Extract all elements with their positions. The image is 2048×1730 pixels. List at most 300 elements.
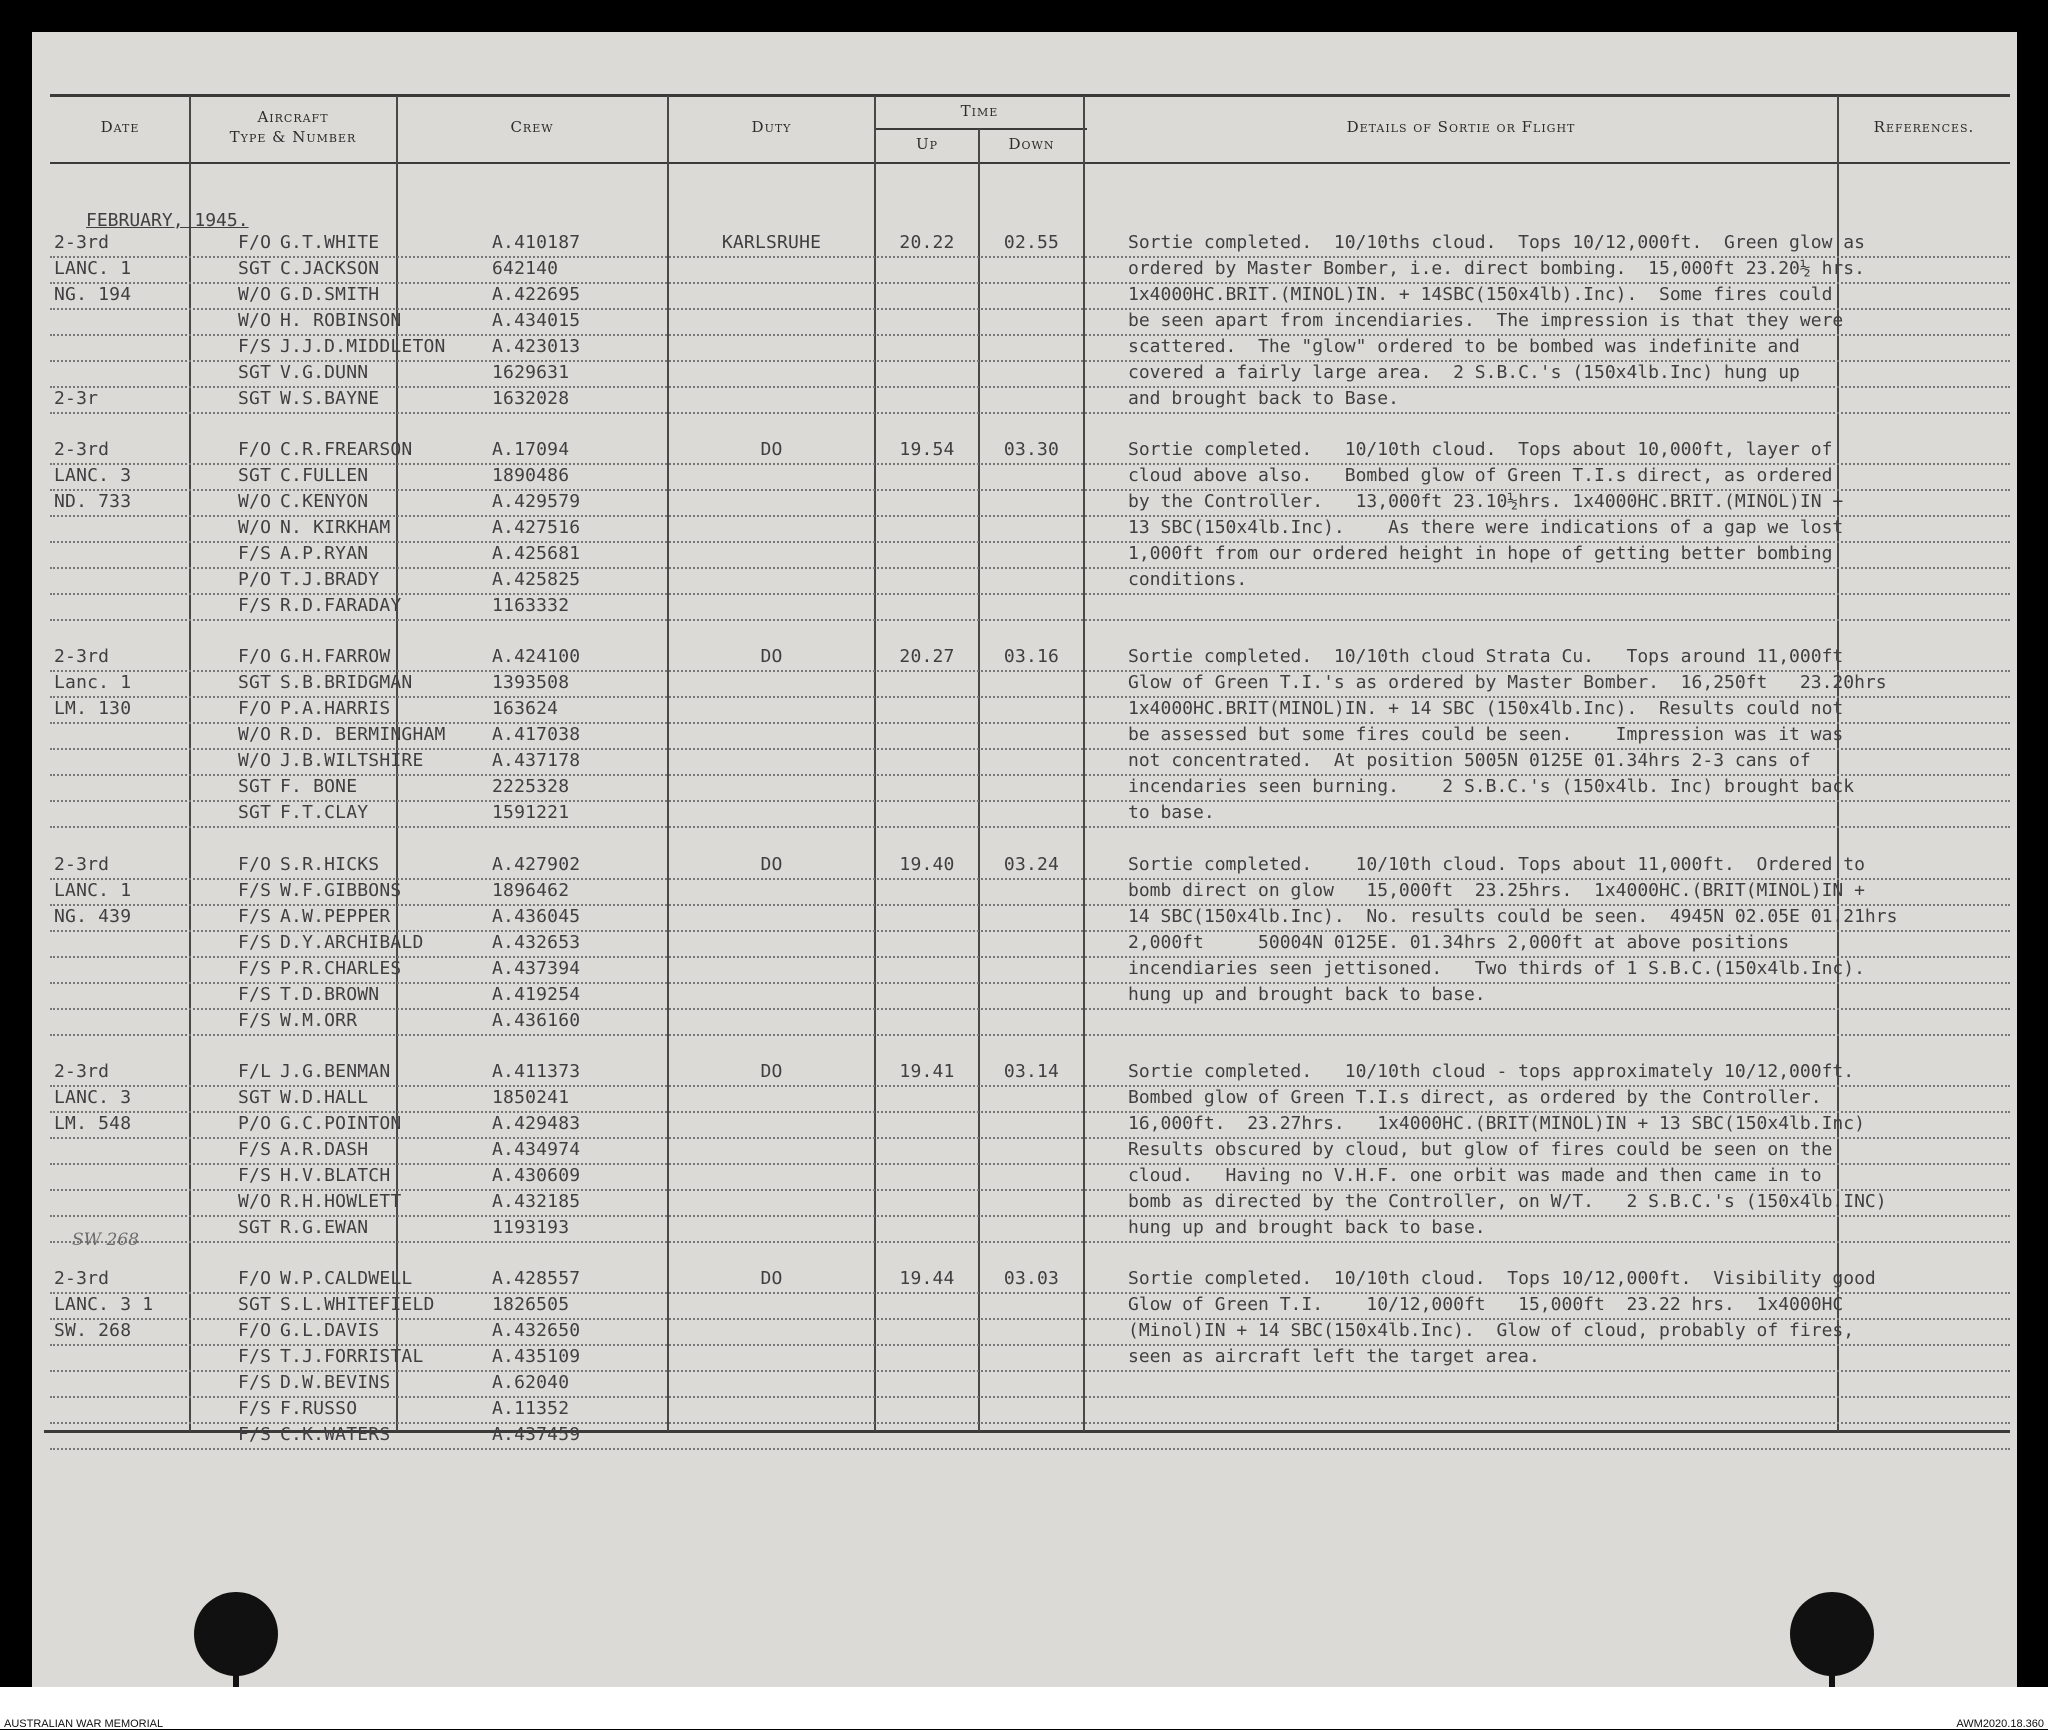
details-line: 16,000ft. 23.27hrs. 1x4000HC.(BRIT(MINOL)IN + 13 SBC(150x4lb.Inc) [1128,1113,1865,1134]
crew-member [238,800,798,826]
details-line: Sortie completed. 10/10th cloud Strata Cu. Tops around 11,000ft [1128,646,1844,667]
footer-institution: AUSTRALIAN WAR MEMORIAL [4,1718,164,1730]
crew-service-number: A.423013 [492,336,581,357]
crew-member [238,852,798,878]
crew-rank: F/S [238,336,272,357]
crew-rank: F/O [238,439,272,460]
crew-member [238,1163,798,1189]
dotted-rule [50,256,2010,258]
header-down: Down [1008,135,1055,153]
crew-member [238,567,798,593]
crew-rank: W/O [238,517,272,538]
top-rule [50,94,2010,97]
crew-rank: SGT [238,776,272,797]
crew-rank: F/S [238,543,272,564]
crew-name: J.G.BENMAN [280,1061,391,1082]
entry-date: 2-3rd [54,646,110,667]
dotted-rule [50,541,2010,543]
entry-time-up: 19.54 [899,439,955,460]
crew-member [238,386,798,412]
details-line: 1,000ft from our ordered height in hope of getting better bombing [1128,543,1833,564]
crew-service-number: A.432653 [492,932,581,953]
crew-name: H.V.BLATCH [280,1165,391,1186]
dotted-rule [50,1422,2010,1424]
entry-aircraft-number: SW. 268 [54,1320,132,1341]
dotted-rule [50,360,2010,362]
col-divider [189,96,191,1431]
crew-member [238,360,798,386]
header-details: Details of Sortie or Flight [1346,118,1576,136]
details-line: incendiaries seen jettisoned. Two thirds of 1 S.B.C.(150x4lb.Inc). [1128,958,1865,979]
crew-rank: F/L [238,1061,272,1082]
dotted-rule [50,1085,2010,1087]
crew-member [238,593,798,619]
crew-name: W.M.ORR [280,1010,358,1031]
dotted-rule [50,282,2010,284]
entry-duty: DO [760,646,783,667]
entry-time-down: 03.16 [1003,646,1060,667]
details-line: hung up and brought back to base. [1128,984,1486,1005]
crew-name: D.Y.ARCHIBALD [280,932,424,953]
details-line: be seen apart from incendiaries. The impression is that they were [1128,310,1844,331]
crew-rank: F/S [238,984,272,1005]
crew-rank: SGT [238,672,272,693]
crew-name: G.H.FARROW [280,646,391,667]
crew-rank: P/O [238,569,272,590]
crew-member [238,644,798,670]
crew-service-number: A.429483 [492,1113,581,1134]
entry-aircraft-type: LANC. 3 [54,1087,132,1108]
details-line: Sortie completed. 10/10th cloud - tops approximately 10/12,000ft. [1128,1061,1855,1082]
crew-rank: W/O [238,1191,272,1212]
entry-time-down: 02.55 [1003,232,1060,253]
details-line: be assessed but some fires could be seen. Impression was it was [1128,724,1844,745]
entry-time-down: 03.14 [1003,1061,1060,1082]
crew-name: R.G.EWAN [280,1217,369,1238]
handwritten-note: SW 268 [72,1230,139,1250]
dotted-rule [50,1163,2010,1165]
details-line: covered a fairly large area. 2 S.B.C.'s (150x4lb.Inc) hung up [1128,362,1800,383]
crew-name: R.H.HOWLETT [280,1191,402,1212]
details-line: 1x4000HC.BRIT.(MINOL)IN. + 14SBC(150x4lb).Inc). Some fires could [1128,284,1833,305]
crew-member [238,282,798,308]
dotted-rule [50,619,2010,621]
dotted-rule [50,1370,2010,1372]
crew-member [238,930,798,956]
details-line: cloud above also. Bombed glow of Green T.I.s direct, as ordered [1128,465,1833,486]
crew-name: W.F.GIBBONS [280,880,402,901]
entry-time-up: 20.27 [899,646,955,667]
details-line: and brought back to Base. [1128,388,1399,409]
crew-service-number: A.434974 [492,1139,581,1160]
details-line: 13 SBC(150x4lb.Inc). As there were indications of a gap we lost [1128,517,1844,538]
crew-member [238,1318,798,1344]
crew-rank: F/S [238,1139,272,1160]
entry-duty: DO [760,1268,783,1289]
crew-name: P.R.CHARLES [280,958,402,979]
dotted-rule [50,308,2010,310]
crew-member [238,1266,798,1292]
time-split-rule [875,128,1087,130]
crew-service-number: A.422695 [492,284,581,305]
crew-name: F.RUSSO [280,1398,358,1419]
crew-service-number: A.435109 [492,1346,581,1367]
details-line: Sortie completed. 10/10th cloud. Tops about 11,000ft. Ordered to [1128,854,1865,875]
crew-name: G.T.WHITE [280,232,380,253]
header-time: Time [960,102,999,120]
crew-name: D.W.BEVINS [280,1372,391,1393]
crew-rank: F/S [238,880,272,901]
crew-member [238,463,798,489]
entry-aircraft-number: NG. 194 [54,284,132,305]
crew-service-number: A.430609 [492,1165,581,1186]
details-line: bomb as directed by the Controller, on W/T. 2 S.B.C.'s (150x4lb.INC) [1128,1191,1887,1212]
entry-aircraft-number: LM. 130 [54,698,132,719]
dotted-rule [50,1396,2010,1398]
crew-member [238,878,798,904]
crew-member [238,308,798,334]
crew-member [238,1396,798,1422]
crew-member [238,437,798,463]
col-divider [1083,96,1085,1431]
crew-name: P.A.HARRIS [280,698,391,719]
crew-service-number: 1896462 [492,880,570,901]
crew-service-number: A.436045 [492,906,581,927]
footer-accession: AWM2020.18.360 [1956,1718,2044,1730]
crew-name: T.J.FORRISTAL [280,1346,424,1367]
details-line: Sortie completed. 10/10th cloud. Tops 10/12,000ft. Visibility good [1128,1268,1876,1289]
crew-name: A.W.PEPPER [280,906,391,927]
crew-service-number: A.425825 [492,569,581,590]
crew-name: A.R.DASH [280,1139,369,1160]
entry-aircraft-type: LANC. 1 [54,880,132,901]
dotted-rule [50,1008,2010,1010]
crew-service-number: A.436160 [492,1010,581,1031]
crew-rank: SGT [238,258,272,279]
entry-duty: DO [760,439,783,460]
crew-name: J.J.D.MIDDLETON [280,336,446,357]
dotted-rule [50,930,2010,932]
header-date: Date [100,118,140,136]
details-line: Glow of Green T.I.'s as ordered by Master Bomber. 16,250ft 23.20hrs [1128,672,1887,693]
dotted-rule [50,670,2010,672]
crew-member [238,670,798,696]
crew-rank: F/O [238,1320,272,1341]
details-line: by the Controller. 13,000ft 23.10½hrs. 1x4000HC.BRIT.(MINOL)IN + [1128,491,1844,512]
entry-date: 2-3rd [54,1268,110,1289]
crew-service-number: 1591221 [492,802,570,823]
crew-service-number: 163624 [492,698,559,719]
crew-rank: F/S [238,1010,272,1031]
crew-member [238,1137,798,1163]
crew-name: J.B.WILTSHIRE [280,750,424,771]
details-line: Results obscured by cloud, but glow of fires could be seen on the [1128,1139,1833,1160]
entry-time-up: 19.41 [899,1061,955,1082]
header-aircraft-type: Type & Number [229,128,357,146]
month-label: FEBRUARY, 1945. [86,210,249,231]
crew-rank: F/S [238,1165,272,1186]
entry-duty: DO [760,1061,783,1082]
col-divider [874,96,876,1431]
dotted-rule [50,334,2010,336]
entry-date: 2-3rd [54,439,110,460]
crew-member [238,956,798,982]
dotted-rule [50,826,2010,828]
crew-member [238,696,798,722]
entry-duty: DO [760,854,783,875]
entry-date: 2-3rd [54,232,110,253]
crew-service-number: 642140 [492,258,559,279]
dotted-rule [50,1448,2010,1450]
crew-name: S.L.WHITEFIELD [280,1294,435,1315]
crew-member [238,230,798,256]
dotted-rule [50,593,2010,595]
details-line: ordered by Master Bomber, i.e. direct bombing. 15,000ft 23.20½ hrs. [1128,258,1865,279]
dotted-rule [50,1189,2010,1191]
crew-service-number: 1163332 [492,595,570,616]
crew-rank: SGT [238,388,272,409]
dotted-rule [50,463,2010,465]
crew-member [238,1085,798,1111]
crew-member [238,774,798,800]
entry-time-up: 19.40 [899,854,955,875]
details-line: 14 SBC(150x4lb.Inc). No. results could be seen. 4945N 02.05E 01.21hrs [1128,906,1898,927]
crew-name: H. ROBINSON [280,310,402,331]
crew-service-number: A.432650 [492,1320,581,1341]
dotted-rule [50,722,2010,724]
details-line: seen as aircraft left the target area. [1128,1346,1540,1367]
details-line: 1x4000HC.BRIT(MINOL)IN. + 14 SBC (150x4lb.Inc). Results could not [1128,698,1844,719]
header-references: References. [1873,118,1975,136]
crew-rank: W/O [238,750,272,771]
crew-member [238,1111,798,1137]
dotted-rule [50,774,2010,776]
crew-rank: F/O [238,232,272,253]
crew-name: G.L.DAVIS [280,1320,380,1341]
details-line: bomb direct on glow 15,000ft 23.25hrs. 1x4000HC.(BRIT(MINOL)IN + [1128,880,1865,901]
crew-member [238,982,798,1008]
details-line: scattered. The "glow" ordered to be bombed was indefinite and [1128,336,1800,357]
crew-name: G.C.POINTON [280,1113,402,1134]
entry-time-down: 03.03 [1003,1268,1060,1289]
crew-service-number: A.425681 [492,543,581,564]
crew-service-number: A.419254 [492,984,581,1005]
entry-time-down: 03.24 [1003,854,1060,875]
details-line: hung up and brought back to base. [1128,1217,1486,1238]
crew-rank: F/S [238,1346,272,1367]
crew-name: R.D. BERMINGHAM [280,724,446,745]
crew-name: N. KIRKHAM [280,517,391,538]
crew-name: T.D.BROWN [280,984,380,1005]
dotted-rule [50,748,2010,750]
crew-name: V.G.DUNN [280,362,369,383]
crew-service-number: A.427902 [492,854,581,875]
crew-name: G.D.SMITH [280,284,380,305]
crew-rank: F/O [238,646,272,667]
crew-service-number: A.434015 [492,310,581,331]
entry-date: 2-3rd [54,854,110,875]
crew-service-number: 1850241 [492,1087,570,1108]
entry-aircraft-type: LANC. 3 [54,465,132,486]
crew-rank: F/O [238,1268,272,1289]
dotted-rule [50,1034,2010,1036]
crew-service-number: A.424100 [492,646,581,667]
details-line: 2,000ft 50004N 0125E. 01.34hrs 2,000ft at above positions [1128,932,1790,953]
crew-member [238,1370,798,1396]
entry-aircraft-type: LANC. 1 [54,258,132,279]
crew-rank: W/O [238,284,272,305]
crew-member [238,1059,798,1085]
crew-name: C.JACKSON [280,258,380,279]
entry-duty: KARLSRUHE [721,232,822,253]
crew-name: C.FULLEN [280,465,369,486]
crew-service-number: A.432185 [492,1191,581,1212]
dotted-rule [50,515,2010,517]
crew-member [238,334,798,360]
entry-time-up: 20.22 [899,232,955,253]
crew-rank: W/O [238,491,272,512]
details-line: cloud. Having no V.H.F. one orbit was made and then came in to [1128,1165,1822,1186]
crew-rank: SGT [238,1294,272,1315]
details-line: conditions. [1128,569,1248,590]
crew-service-number: 1890486 [492,465,570,486]
details-line: (Minol)IN + 14 SBC(150x4lb.Inc). Glow of cloud, probably of fires, [1128,1320,1855,1341]
crew-service-number: A.429579 [492,491,581,512]
dotted-rule [50,1215,2010,1217]
details-line: to base. [1128,802,1215,823]
crew-service-number: A.417038 [492,724,581,745]
crew-rank: W/O [238,310,272,331]
dotted-rule [50,489,2010,491]
crew-service-number: A.427516 [492,517,581,538]
crew-member [238,748,798,774]
crew-name: W.P.CALDWELL [280,1268,413,1289]
crew-name: W.S.BAYNE [280,388,380,409]
crew-member [238,1008,798,1034]
header-duty: Duty [751,118,792,136]
month-heading [86,210,249,231]
crew-rank: F/S [238,1372,272,1393]
binder-hole-stem [233,1632,239,1692]
crew-service-number: 1393508 [492,672,570,693]
crew-service-number: 1826505 [492,1294,570,1315]
crew-rank: SGT [238,362,272,383]
crew-service-number: 1193193 [492,1217,570,1238]
crew-rank: F/S [238,595,272,616]
binder-hole-stem [1829,1632,1835,1692]
crew-name: A.P.RYAN [280,543,369,564]
crew-member [238,722,798,748]
crew-name: C.KENYON [280,491,369,512]
crew-rank: F/S [238,932,272,953]
crew-member [238,1422,798,1448]
dotted-rule [50,1137,2010,1139]
crew-service-number: A.62040 [492,1372,570,1393]
details-line: incendaries seen burning. 2 S.B.C.'s (150x4lb. Inc) brought back [1128,776,1855,797]
header-up: Up [915,135,939,153]
dotted-rule [50,904,2010,906]
dotted-rule [50,800,2010,802]
crew-rank: SGT [238,1087,272,1108]
entry-time-up: 19.44 [899,1268,955,1289]
crew-rank: F/O [238,698,272,719]
crew-service-number: A.410187 [492,232,581,253]
dotted-rule [50,412,2010,414]
crew-service-number: A.437178 [492,750,581,771]
dotted-rule [50,956,2010,958]
crew-name: S.B.BRIDGMAN [280,672,413,693]
crew-rank: SGT [238,1217,272,1238]
entry-aircraft-number: NG. 439 [54,906,132,927]
entry-date: 2-3rd [54,1061,110,1082]
crew-member [238,1215,798,1241]
details-line: Bombed glow of Green T.I.s direct, as ordered by the Controller. [1128,1087,1822,1108]
dotted-rule [50,1241,2010,1243]
header-crew: Crew [510,118,554,136]
crew-service-number: A.437459 [492,1424,581,1445]
crew-service-number: 1629631 [492,362,570,383]
details-line: Glow of Green T.I. 10/12,000ft 15,000ft 23.22 hrs. 1x4000HC [1128,1294,1844,1315]
details-line: Sortie completed. 10/10ths cloud. Tops 10/12,000ft. Green glow as [1128,232,1865,253]
dotted-rule [50,878,2010,880]
entry-aircraft-number: ND. 733 [54,491,132,512]
dotted-rule [50,696,2010,698]
details-line: not concentrated. At position 5005N 0125E 01.34hrs 2-3 cans of [1128,750,1811,771]
header-bottom-rule [50,162,2010,164]
crew-member [238,1292,798,1318]
crew-rank: F/S [238,958,272,979]
crew-rank: P/O [238,1113,272,1134]
crew-member [238,904,798,930]
crew-member [238,489,798,515]
entry-aircraft-type: Lanc. 1 [54,672,132,693]
crew-service-number: A.11352 [492,1398,570,1419]
crew-rank: F/O [238,854,272,875]
crew-service-number: A.17094 [492,439,570,460]
col-divider [978,129,980,1431]
dotted-rule [50,1111,2010,1113]
entry-time-down: 03.30 [1003,439,1060,460]
crew-rank: F/S [238,906,272,927]
crew-service-number: A.437394 [492,958,581,979]
record-sheet [32,32,2017,1687]
crew-service-number: 2225328 [492,776,570,797]
crew-service-number: A.411373 [492,1061,581,1082]
crew-member [238,515,798,541]
dotted-rule [50,386,2010,388]
crew-name: F. BONE [280,776,358,797]
crew-name: C.K.WATERS [280,1424,391,1445]
crew-rank: F/S [238,1398,272,1419]
crew-rank: F/S [238,1424,272,1445]
dotted-rule [50,1292,2010,1294]
header-aircraft: Aircraft [257,108,329,126]
crew-member [238,1189,798,1215]
crew-name: S.R.HICKS [280,854,380,875]
crew-name: C.R.FREARSON [280,439,413,460]
crew-rank: SGT [238,802,272,823]
crew-name: T.J.BRADY [280,569,380,590]
crew-rank: W/O [238,724,272,745]
crew-member [238,541,798,567]
entry-aircraft-type: LANC. 3 1 [54,1294,154,1315]
dotted-rule [50,567,2010,569]
crew-rank: SGT [238,465,272,486]
crew-service-number: 1632028 [492,388,570,409]
crew-member [238,256,798,282]
crew-name: R.D.FARADAY [280,595,402,616]
dotted-rule [50,1344,2010,1346]
